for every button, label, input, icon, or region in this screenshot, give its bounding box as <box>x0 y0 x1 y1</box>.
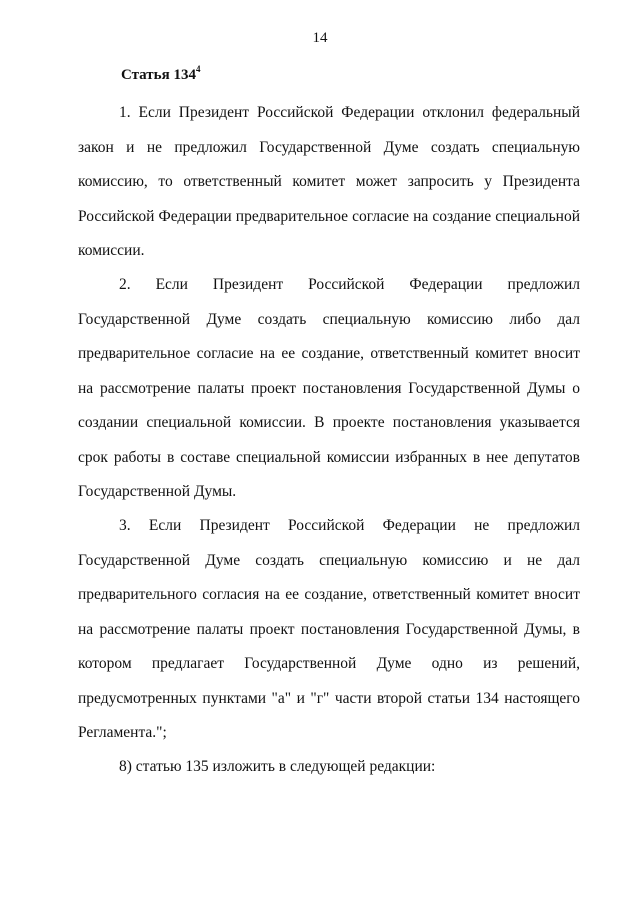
article-heading-superscript: 4 <box>195 64 201 74</box>
paragraph-3: 3. Если Президент Российской Федерации не предложил Государственной Думе создать специальную комиссию и не дал предварительного согласия на ее создание, ответственный комитет вносит на рассмотрение палаты проект постановления Государственной Думы, в котором предлагает Государственной Думе одно из решений, предусмотренных пунктами "а" и "г" части второй статьи 134 настоящего Регламента."; <box>78 517 580 741</box>
page-number: 14 <box>312 30 328 46</box>
paragraph-2: 2. Если Президент Российской Федерации предложил Государственной Думе создать специальную комиссию либо дал предварительное согласие на ее создание, ответственный комитет вносит на рассмотрение палаты проект постановления Государственной Думы о создании специальной комиссии. В проекте постановления указывается срок работы в составе специальной комиссии избранных в нее депутатов Государственной Думы. <box>78 276 580 500</box>
article-heading <box>121 64 201 84</box>
article-heading-text: Статья 134 <box>121 67 196 83</box>
paragraph-amendment-8: 8) статью 135 изложить в следующей редакции: <box>119 758 436 775</box>
paragraph-1: 1. Если Президент Российской Федерации отклонил федеральный закон и не предложил Государственной Думе создать специальную комиссию, то ответственный комитет может запросить у Президента Российской Федерации предварительное согласие на создание специальной комиссии. <box>78 104 580 259</box>
